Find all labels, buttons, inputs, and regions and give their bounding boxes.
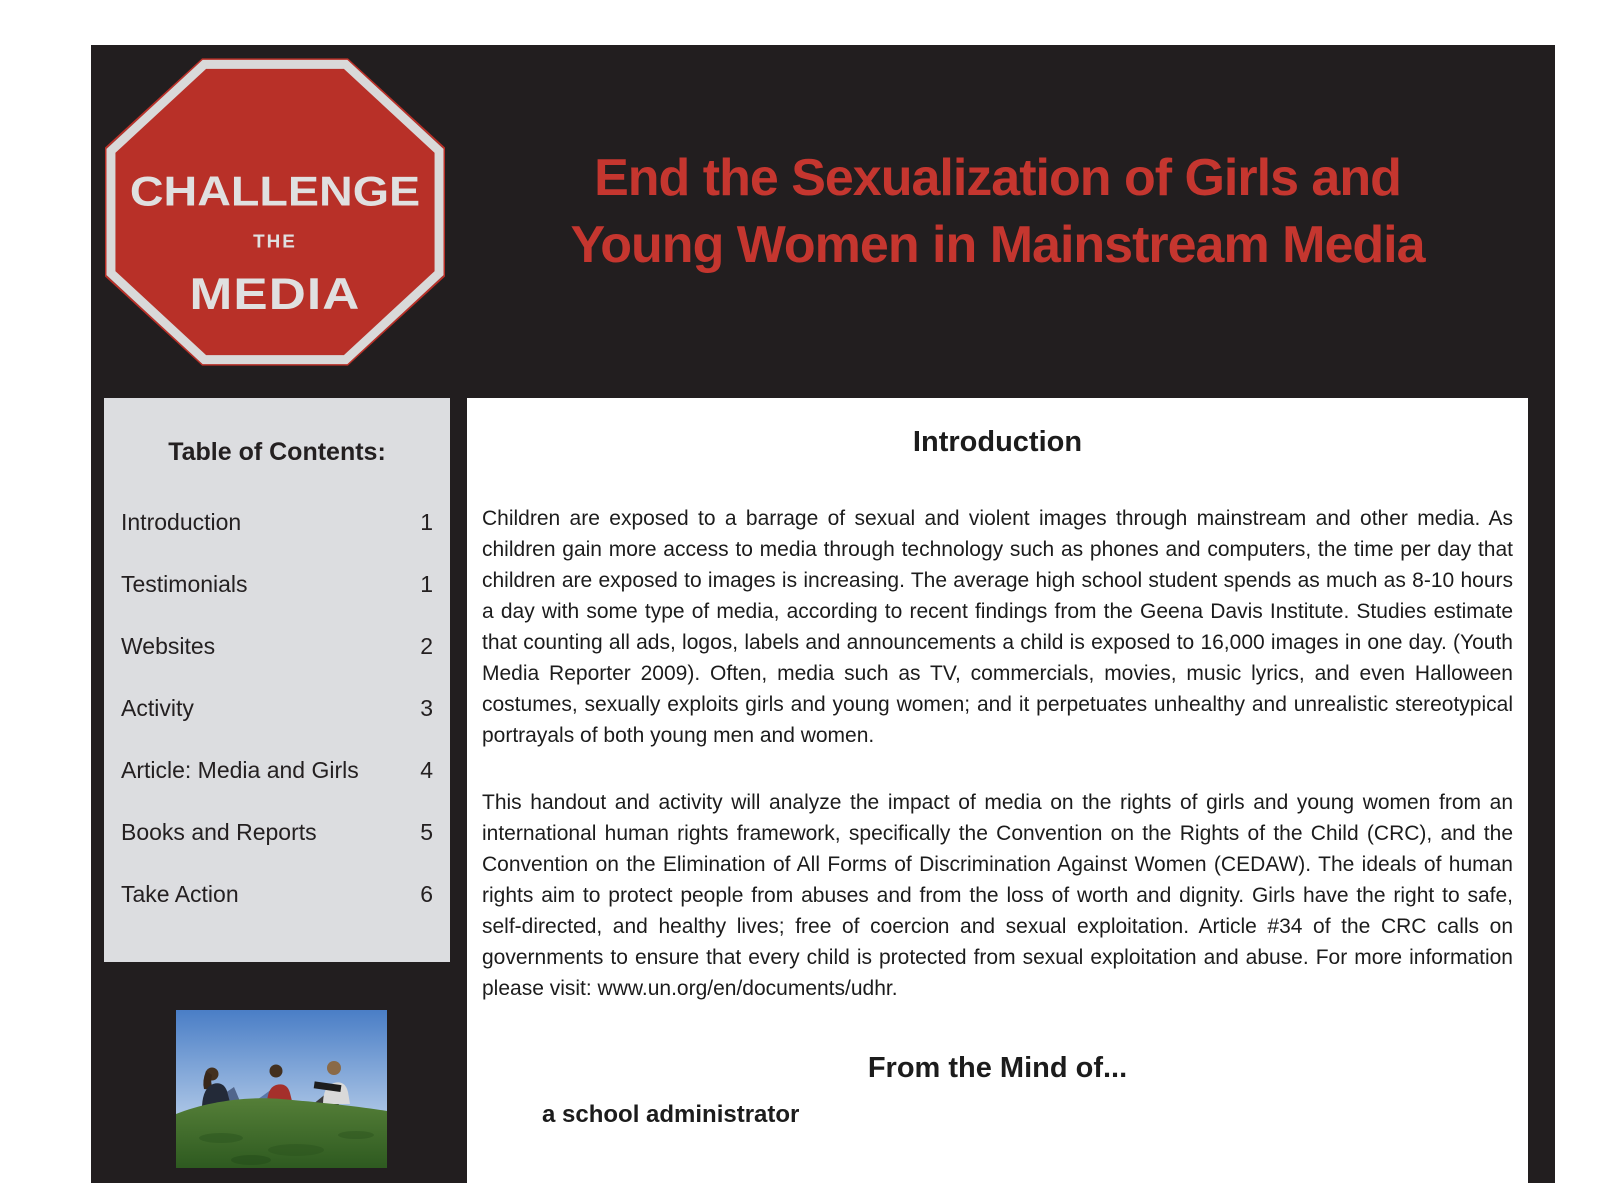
- logo-word-the: THE: [253, 231, 297, 253]
- toc-item-label: Testimonials: [121, 570, 248, 597]
- toc-heading: Table of Contents:: [168, 438, 386, 466]
- introduction-paragraph-1: Children are exposed to a barrage of sexual and violent images through mainstream and other media. As children gain more access to media through technology such as phones and computers, the time per day that children are exposed to images is increasing. The average high school student spends as much as 8-10 hours a day with some type of media, according to recent findings from the Geena Davis Institute. Studies estimate that counting all ads, logos, labels and announcements a child is exposed to 16,000 images in one day. (Youth Media Reporter 2009). Often, media such as TV, commercials, movies, music lyrics, and even Halloween costumes, sexually exploits girls and young women; and it perpetuates unhealthy and unrealistic stereotypical portrayals of both young men and women.: [482, 507, 1513, 747]
- toc-item-page: 1: [420, 570, 433, 597]
- toc-list: [121, 491, 433, 925]
- flyer-dark-background: [91, 45, 1555, 1183]
- toc-item-label: Introduction: [121, 508, 242, 535]
- toc-item-activity: [121, 677, 433, 739]
- introduction-heading: Introduction: [912, 426, 1083, 458]
- logo-word-media: MEDIA: [189, 269, 361, 319]
- toc-item-page: 3: [420, 694, 433, 721]
- toc-item-label: Websites: [121, 632, 216, 659]
- toc-item-page: 1: [420, 508, 433, 535]
- toc-item-websites: [121, 615, 433, 677]
- introduction-paragraph-2: This handout and activity will analyze the impact of media on the rights of girls and young women from an international human rights framework, specifically the Convention on the Rights of the Child (CRC), and the Convention on the Elimination of All Forms of Discrimination Against Women (CEDAW). The ideals of human rights aim to protect people from abuses and from the loss of worth and dignity. Girls have the right to safe, self-directed, and healthy lives; free of coercion and sexual exploitation. Article #34 of the CRC calls on governments to ensure that every child is protected from sexual exploitation and abuse. For more information please visit: www.un.org/en/documents/udhr.: [482, 791, 1513, 1000]
- toc-item-testimonials: [121, 553, 433, 615]
- toc-item-article-media-and-girls: [121, 739, 433, 801]
- toc-item-label: Activity: [121, 694, 194, 721]
- toc-item-page: 5: [420, 818, 433, 845]
- toc-item-page: 2: [420, 632, 433, 659]
- document-title-line1: End the Sexualization of Girls and: [594, 149, 1401, 207]
- document-title: [467, 145, 1528, 279]
- stop-sign-icon: [105, 58, 445, 366]
- table-of-contents: [104, 398, 450, 962]
- document-title-line2: Young Women in Mainstream Media: [570, 216, 1425, 274]
- teens-on-hill-illustration: [176, 1010, 387, 1168]
- toc-item-page: 4: [420, 756, 433, 783]
- from-the-mind-of-heading: From the Mind of...: [867, 1052, 1128, 1084]
- clipped-bottom-line: a school administrator: [542, 1101, 800, 1128]
- photo-teens-on-grass-hill: [176, 1010, 387, 1168]
- toc-item-label: Article: Media and Girls: [121, 756, 359, 783]
- main-content-panel: [467, 398, 1528, 1183]
- challenge-the-media-logo: [105, 58, 445, 366]
- toc-item-page: 6: [420, 880, 433, 907]
- toc-item-label: Books and Reports: [121, 818, 317, 845]
- toc-item-introduction: [121, 491, 433, 553]
- logo-word-challenge: CHALLENGE: [129, 167, 421, 215]
- toc-item-books-and-reports: [121, 801, 433, 863]
- toc-item-label: Take Action: [121, 880, 239, 907]
- toc-item-take-action: [121, 863, 433, 925]
